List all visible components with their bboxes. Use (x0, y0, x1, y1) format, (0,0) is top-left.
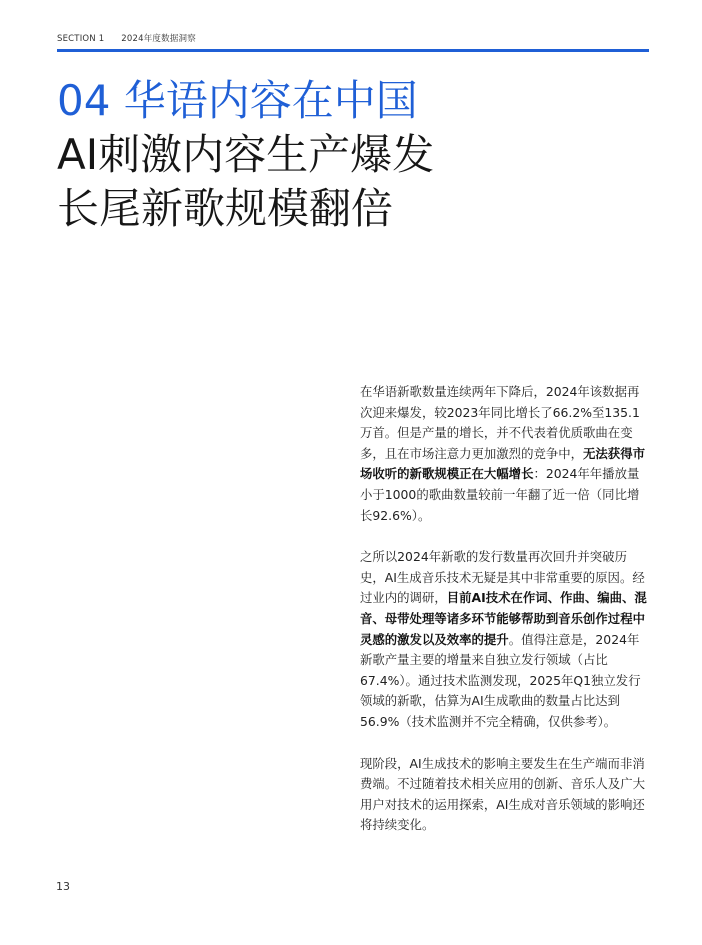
title-line-3: 长尾新歌规模翻倍 (57, 184, 394, 233)
paragraph-3 (360, 754, 650, 836)
p1-emphasis: 无法获得市场收听的新歌规模正在大幅增长 (360, 445, 645, 482)
p2-text-end: 。值得注意是，2024年新歌产量主要的增量来自独立发行领域（占比67.4%）。通过技术监测发现，2025年Q1独立发行领域的新歌，估算为AI生成歌曲的数量占比达到56.9%（技术监测并不完全精确，仅供参考）。 (360, 631, 641, 729)
title-line-2: AI刺激内容生产爆发 (57, 130, 435, 179)
p3-text: 现阶段，AI生成技术的影响主要发生在生产端而非消费端。不过随着技术相关应用的创新、音乐人及广大用户对技术的运用探索，AI生成对音乐领域的影响还将持续变化。 (360, 755, 645, 833)
title-line-1: 04 华语内容在中国 (57, 76, 418, 125)
p2-text: 之所以2024年新歌的发行数量再次回升并突破历史，AI生成音乐技术无疑是其中非常重要的原因。经过业内的调研， (360, 549, 645, 606)
p1-text: 在华语新歌数量连续两年下降后，2024年该数据再次迎来爆发，较2023年同比增长了66.2%至135.1万首。但是产量的增长，并不代表着优质歌曲在变多，且在市场注意力更加激烈的竞争中， (360, 384, 640, 461)
page-number: 13 (56, 880, 70, 893)
running-header (57, 32, 210, 44)
page-title (57, 74, 434, 236)
p1-text-end: ：2024年年播放量小于1000的歌曲数量较前一年翻了近一倍（同比增长92.6%）。 (360, 466, 640, 523)
paragraph-2 (360, 547, 650, 732)
section-label: SECTION 1 (57, 34, 105, 44)
header-subtitle: 2024年度数据洞察 (121, 34, 196, 44)
header-rule (57, 49, 649, 52)
p2-emphasis: 目前AI技术在作词、作曲、编曲、混音、母带处理等诸多环节能够帮助到音乐创作过程中灵感的激发以及效率的提升 (360, 590, 647, 647)
body-text (360, 382, 650, 857)
paragraph-1 (360, 382, 650, 526)
